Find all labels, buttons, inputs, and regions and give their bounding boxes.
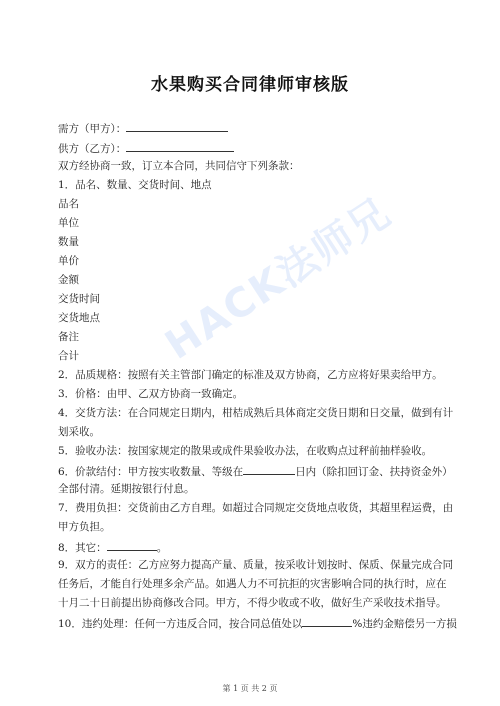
field-delivery-place: 交货地点: [58, 312, 100, 324]
clause-7-line-2: 甲方负担。: [58, 521, 111, 533]
document-title: 水果购买合同律师审核版: [151, 75, 349, 95]
clause-10-text-a: 10．违约处理：任何一方违反合同，按合同总值处以: [58, 618, 303, 630]
clause-8: [58, 539, 442, 555]
field-unit: 单位: [58, 217, 79, 229]
clause-5: 5．验收办法：按国家规定的散果或成件果验收办法，在收购点过秤前抽样验收。: [58, 445, 433, 457]
field-amount: 金额: [58, 274, 79, 286]
field-unit-price: 单价: [58, 255, 79, 267]
clause-6-line-1: [58, 463, 453, 479]
clause-2: 2．品质规格：按照有关主管部门确定的标准及双方协商，乙方应将好果卖给甲方。: [58, 369, 443, 381]
clause-6-line-2: 全部付清。延期按银行付息。: [58, 483, 195, 495]
clause-10-line-1: [58, 615, 457, 631]
page-footer: 第 1 页 共 2 页: [222, 684, 278, 693]
clause-10-text-b: %违约金赔偿另一方损: [352, 618, 457, 630]
party-a-blank: [126, 120, 228, 132]
clause-9-line-1: 9．双方的责任：乙方应努力提高产量、质量，按采收计划按时、保质、保量完成合同: [58, 559, 454, 571]
clause-6-text-b: 日内（除扣回订金、扶持资金外）: [295, 466, 453, 478]
clause-6-days-blank: [243, 463, 295, 475]
field-remarks: 备注: [58, 331, 79, 343]
clause-9-line-3: 十月二十日前提出协商修改合同。甲方，不得少收或不收，做好生产采收技术指导。: [58, 597, 447, 609]
party-a-line: [58, 120, 442, 136]
clause-8-text-a: 8．其它：: [58, 542, 107, 554]
intro-text: 双方经协商一致，订立本合同，共同信守下列条款：: [58, 160, 300, 172]
clause-4-line-2: 划采收。: [58, 426, 100, 438]
field-quantity: 数量: [58, 236, 79, 248]
party-a-label: 需方（甲方）：: [58, 123, 127, 135]
clause-6-text-a: 6．价款结付：甲方按实收数量、等级在: [58, 466, 244, 478]
clause-9-line-2: 任务后，才能自行处理多余产品。如遇人力不可抗拒的灾害影响合同的执行时，应在: [58, 578, 447, 590]
party-b-label: 供方（乙方）：: [58, 143, 127, 155]
clause-3: 3．价格：由甲、乙双方协商一致确定。: [58, 388, 244, 400]
clause-7-line-1: 7．费用负担：交货前由乙方自理。如超过合同规定交货地点收货，其超里程运费，由: [58, 502, 454, 514]
clause-8-blank: [107, 539, 157, 551]
field-product-name: 品名: [58, 198, 79, 210]
party-b-line: [58, 140, 442, 156]
field-delivery-time: 交货时间: [58, 293, 100, 305]
field-total: 合计: [58, 350, 79, 362]
party-b-blank: [126, 140, 234, 152]
clause-1-heading: 1．品名、数量、交货时间、地点: [58, 179, 212, 191]
clause-8-text-b: 。: [156, 542, 168, 554]
clause-10-percent-blank: [302, 615, 352, 627]
clause-4-line-1: 4．交货方法：在合同规定日期内，柑桔成熟后具体商定交货日期和日交量，做到有计: [58, 407, 454, 419]
watermark: HACK法师兄: [157, 189, 400, 369]
